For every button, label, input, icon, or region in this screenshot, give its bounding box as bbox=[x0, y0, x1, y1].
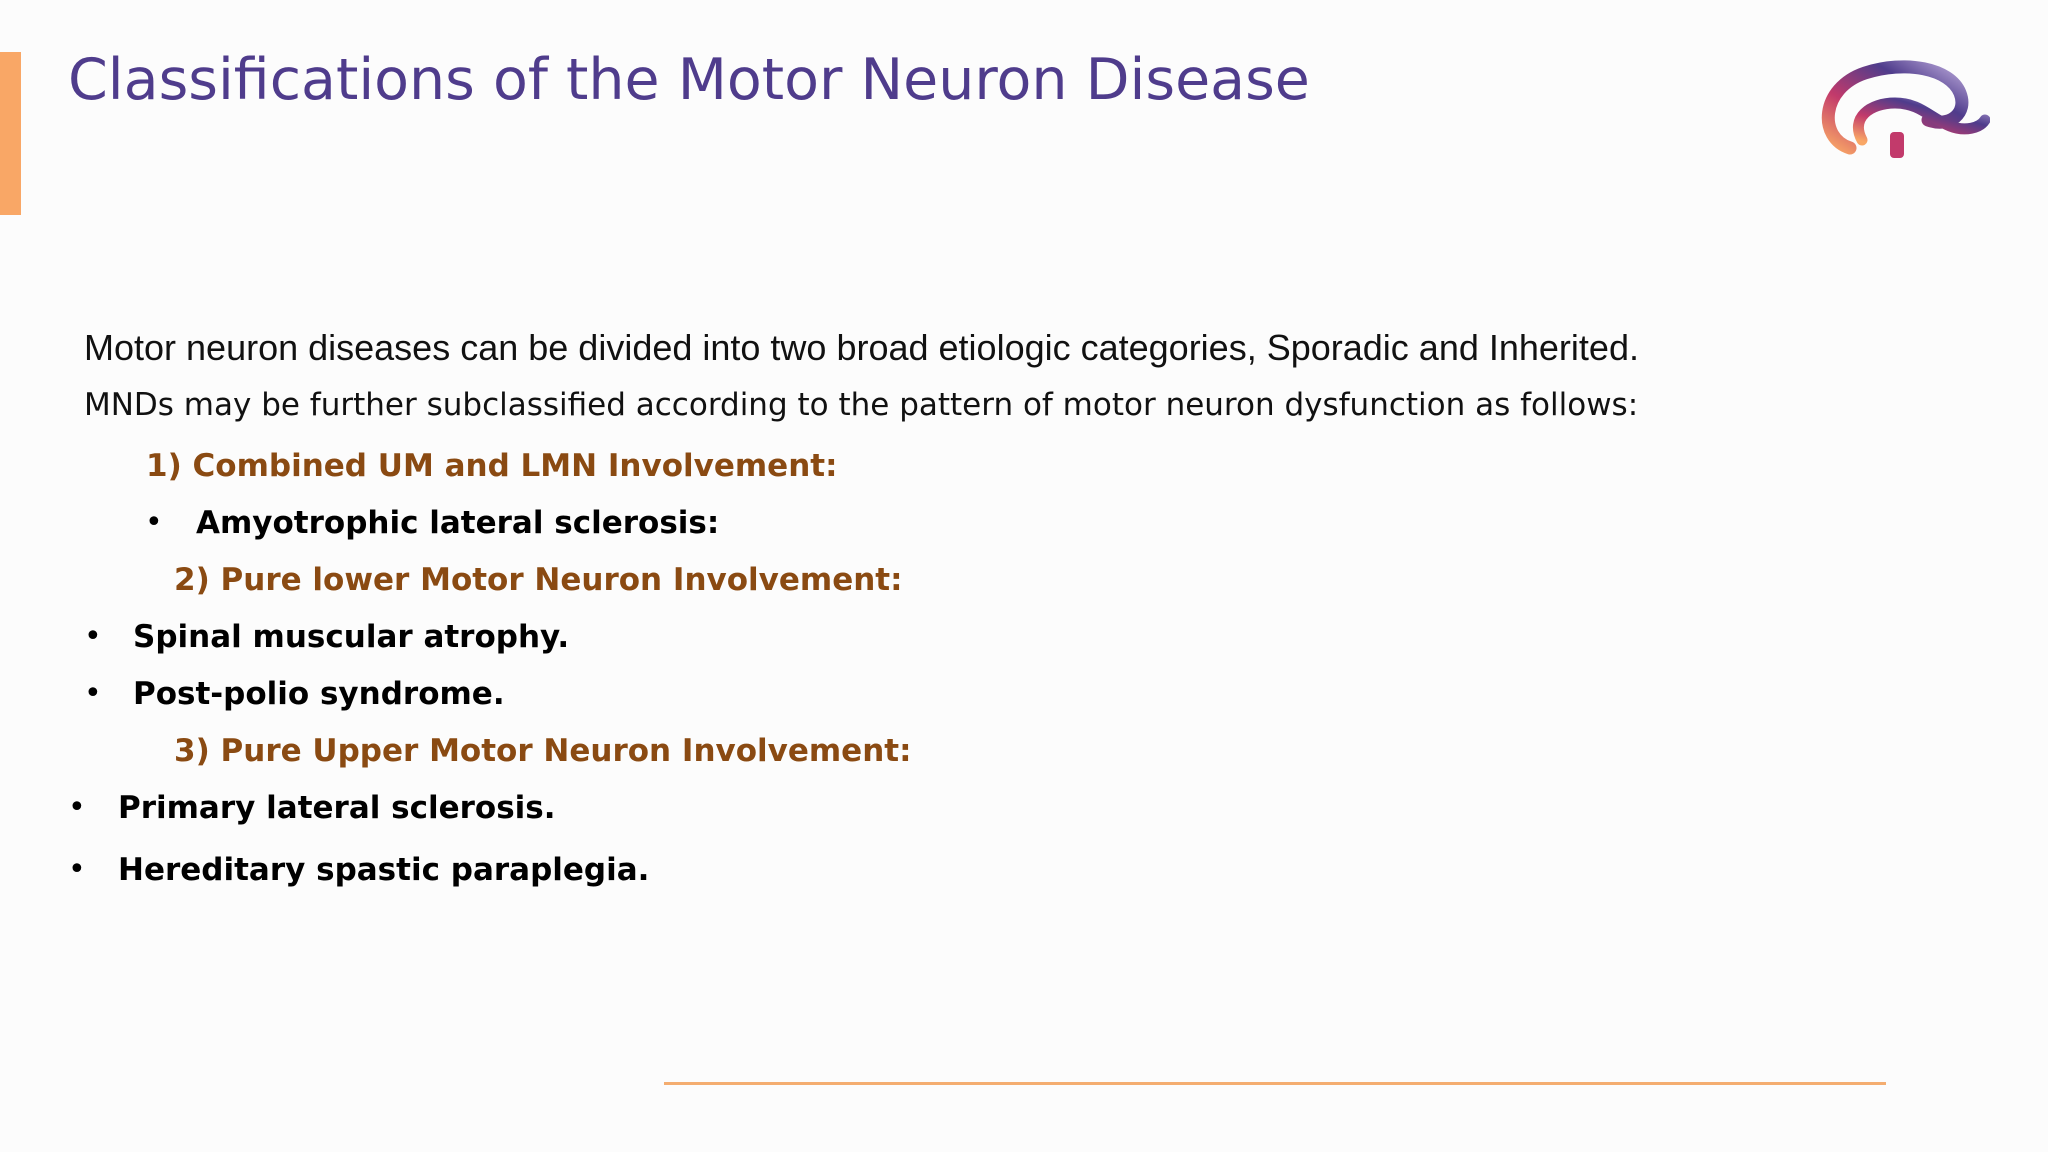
intro-line-2: MNDs may be further subclassified according to the pattern of motor neuron dysfunction as follows: bbox=[84, 387, 1639, 423]
list-item-als: Amyotrophic lateral sclerosis: bbox=[196, 505, 720, 541]
bullet-dot-icon: • bbox=[68, 790, 86, 825]
title-accent-bar bbox=[0, 52, 21, 215]
section-heading-3: 3) Pure Upper Motor Neuron Involvement: bbox=[174, 733, 912, 769]
list-item-post-polio: Post-polio syndrome. bbox=[133, 676, 505, 712]
footer-rule bbox=[664, 1082, 1886, 1085]
list-item-hsp: Hereditary spastic paraplegia. bbox=[118, 852, 650, 888]
slide-title: Classifications of the Motor Neuron Disease bbox=[68, 47, 1310, 113]
list-item-sma: Spinal muscular atrophy. bbox=[133, 619, 570, 655]
list-item-pls: Primary lateral sclerosis. bbox=[118, 790, 556, 826]
section-heading-2: 2) Pure lower Motor Neuron Involvement: bbox=[174, 562, 903, 598]
intro-line-1: Motor neuron diseases can be divided into two broad etiologic categories, Sporadic and Inherited. bbox=[84, 327, 1639, 368]
bullet-dot-icon: • bbox=[145, 505, 163, 540]
section-heading-1: 1) Combined UM and LMN Involvement: bbox=[146, 448, 838, 484]
bullet-dot-icon: • bbox=[84, 676, 102, 711]
brain-logo-icon bbox=[1810, 48, 1990, 168]
bullet-dot-icon: • bbox=[68, 852, 86, 887]
bullet-dot-icon: • bbox=[84, 619, 102, 654]
